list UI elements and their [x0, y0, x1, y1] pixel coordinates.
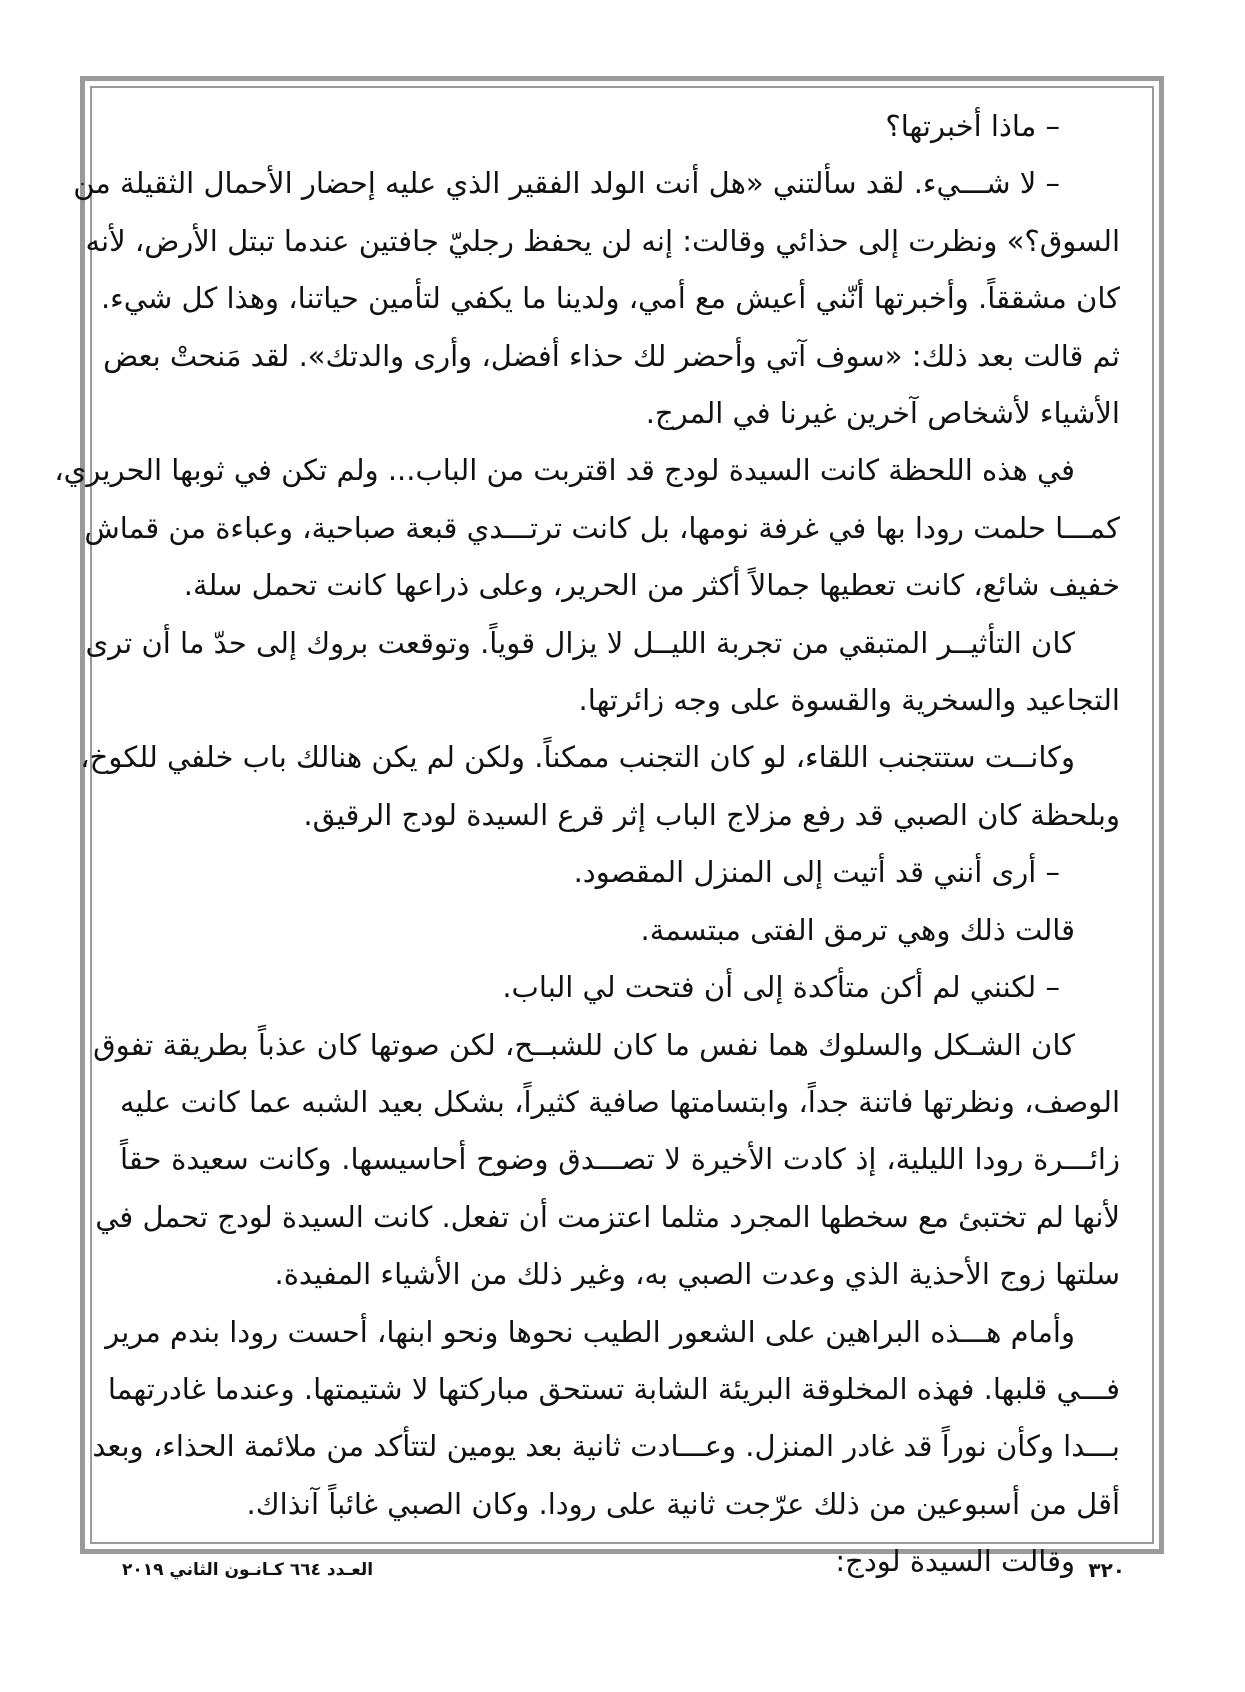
- text-line: في هذه اللحظة كانت السيدة لودج قد اقتربت من الباب... ولم تكن في ثوبها الحريري،: [54, 453, 1075, 488]
- text-line: خفيف شائع، كانت تعطيها جمالاً أكثر من الحرير، وعلى ذراعها كانت تحمل سلة.: [183, 568, 1120, 603]
- text-line: التجاعيد والسخرية والقسوة على وجه زائرتها.: [578, 683, 1120, 718]
- text-line: لأنها لم تختبئ مع سخطها المجرد مثلما اعتزمت أن تفعل. كانت السيدة لودج تحمل في: [95, 1199, 1120, 1234]
- text-line: وقالت السيدة لودج:: [835, 1544, 1075, 1579]
- text-line: زائـــرة رودا الليلية، إذ كادت الأخيرة لا تصـــدق وضوح أحاسيسها. وكانت سعيدة حقاً: [120, 1142, 1120, 1177]
- text-line: – لا شـــيء. لقد سألتني «هل أنت الولد الفقير الذي عليه إحضار الأحمال الثقيلة من: [73, 166, 1060, 201]
- text-line: وكانــت ستتجنب اللقاء، لو كان التجنب ممكناً. ولكن لم يكن هنالك باب خلفي للكوخ،: [80, 740, 1075, 775]
- text-line: بـــدا وكأن نوراً قد غادر المنزل. وعـــادت ثانية بعد يومين لتتأكد من ملائمة الحذاء، وبعد: [92, 1429, 1120, 1464]
- text-line: ثم قالت بعد ذلك: «سوف آتي وأحضر لك حذاء أفضل، وأرى والدتك». لقد مَنحتْ بعض: [103, 338, 1120, 373]
- page-number: ٣٢٠: [1088, 1558, 1125, 1582]
- text-line: – أرى أنني قد أتيت إلى المنزل المقصود.: [573, 855, 1060, 890]
- text-line: وبلحظة كان الصبي قد رفع مزلاج الباب إثر قرع السيدة لودج الرقيق.: [303, 797, 1120, 832]
- text-line: – لكنني لم أكن متأكدة إلى أن فتحت لي الباب.: [502, 970, 1060, 1005]
- text-line: كان الشـكل والسلوك هما نفس ما كان للشبــح، لكن صوتها كان عذباً بطريقة تفوق: [93, 1027, 1075, 1062]
- text-line: أقل من أسبوعين من ذلك عرّجت ثانية على رودا. وكان الصبي غائباً آنذاك.: [246, 1486, 1120, 1521]
- text-line: الأشياء لأشخاص آخرين غيرنا في المرج.: [645, 396, 1120, 431]
- text-line: سلتها زوج الأحذية الذي وعدت الصبي به، وغير ذلك من الأشياء المفيدة.: [274, 1257, 1120, 1292]
- text-line: – ماذا أخبرتها؟: [885, 109, 1060, 143]
- text-line: كان التأثيــر المتبقي من تجربة الليــل لا يزال قوياً. وتوقعت بروك إلى حدّ ما أن ترى: [85, 625, 1075, 660]
- text-line: كان مشققاً. وأخبرتها أنّني أعيش مع أمي، ولدينا ما يكفي لتأمين حياتنا، وهذا كل شيء.: [100, 281, 1120, 316]
- text-line: كمـــا حلمت رودا بها في غرفة نومها، بل كانت ترتـــدي قبعة صباحية، وعباءة من قماش: [84, 510, 1120, 545]
- issue-info: العـدد ٦٦٤ كـانـون الثاني ٢٠١٩: [122, 1560, 374, 1580]
- text-line: وأمام هـــذه البراهين على الشعور الطيب نحوها ونحو ابنها، أحست رودا بندم مرير: [105, 1314, 1075, 1349]
- text-line: قالت ذلك وهي ترمق الفتى مبتسمة.: [640, 912, 1075, 947]
- text-line: السوق؟» ونظرت إلى حذائي وقالت: إنه لن يحفظ رجليّ جافتين عندما تبتل الأرض، لأنه: [85, 223, 1120, 258]
- text-line: فـــي قلبها. فهذه المخلوقة البريئة الشابة تستحق مباركتها لا شتيمتها. وعندما غادرتهما: [107, 1371, 1120, 1406]
- text-line: الوصف، ونظرتها فاتنة جداً، وابتسامتها صافية كثيراً، بشكل بعيد الشبه عما كانت عليه: [120, 1084, 1120, 1119]
